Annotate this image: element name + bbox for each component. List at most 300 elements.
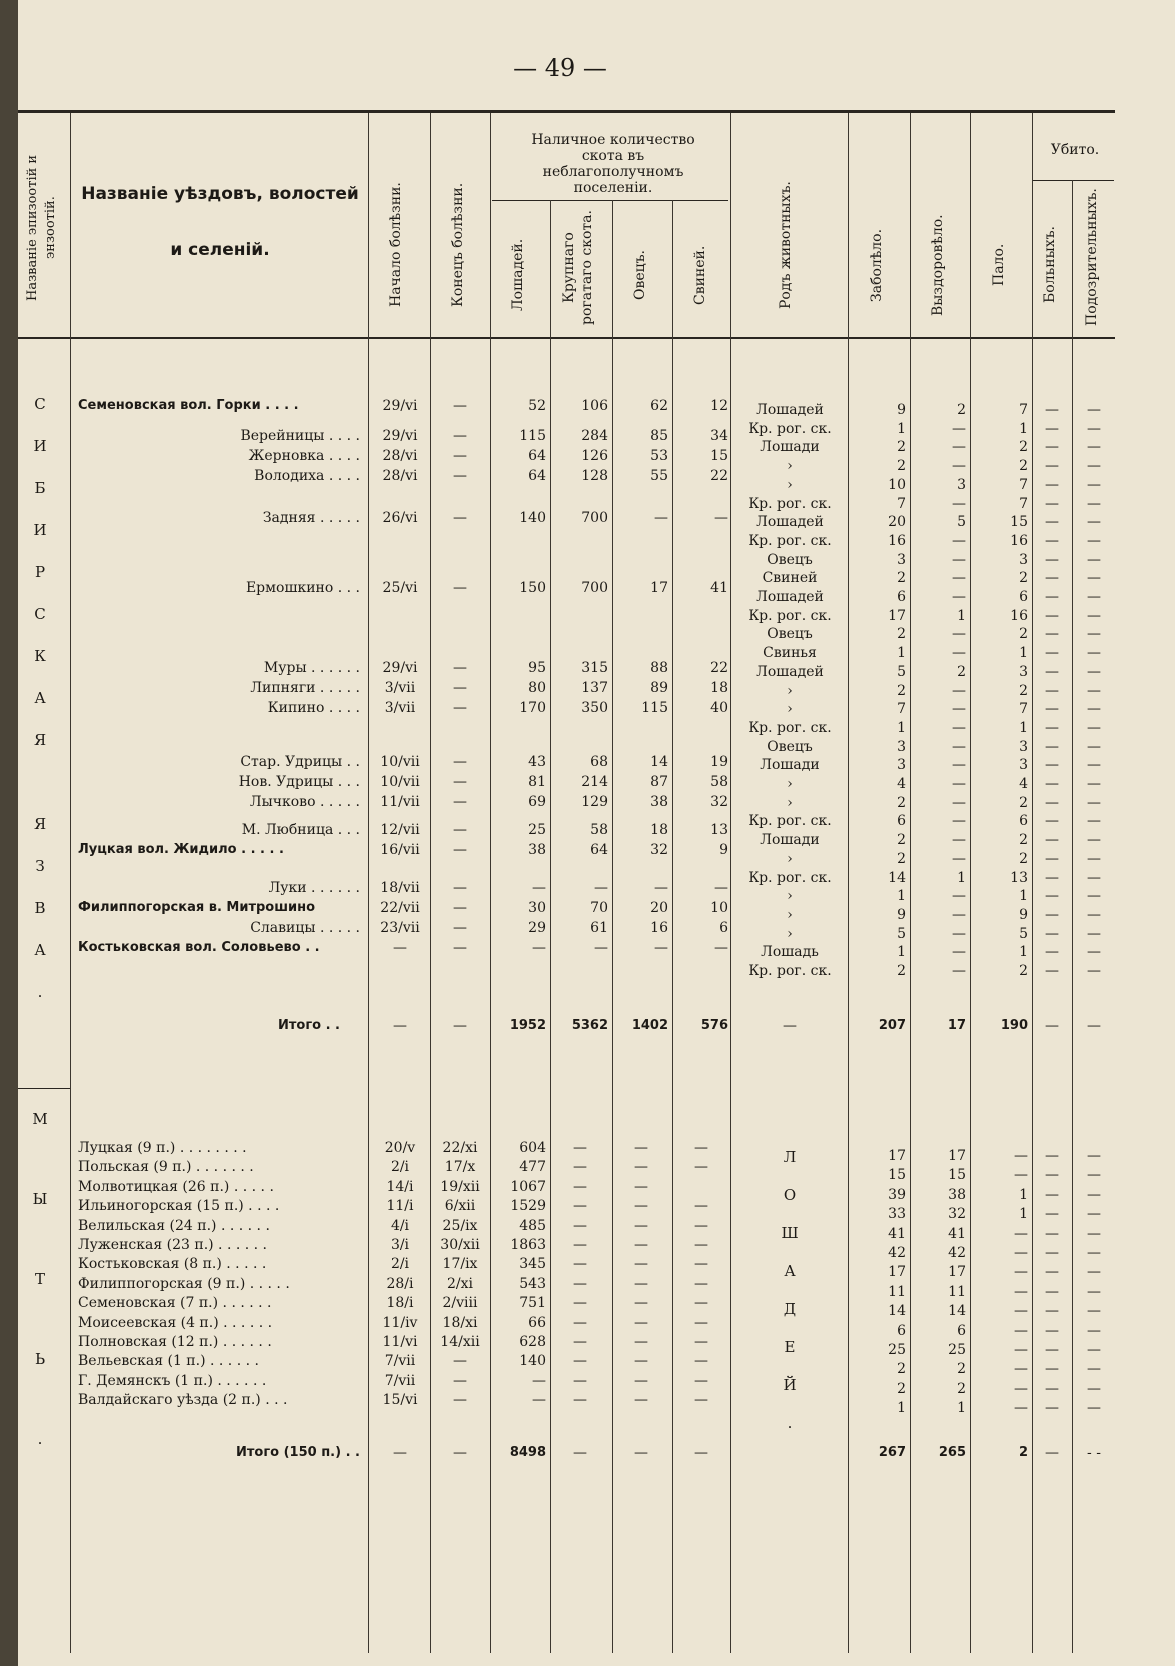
total-start: — [393,1018,407,1034]
row-horses: 543 [519,1275,546,1292]
section-divider-rule [18,1088,70,1089]
section-label-anthrax: И [33,437,47,455]
kind-killed-sick: — [1045,458,1059,475]
header-horses: Лошадей. [510,238,526,312]
row-pigs: — [694,1295,708,1312]
total-died: 2 [1018,1445,1028,1460]
kind-sick: 4 [897,776,906,792]
kind-recovered: — [952,757,966,774]
row-cattle: 700 [581,510,608,526]
row-sick: 17 [888,1148,906,1164]
row-name: Луженская (23 п.) . . . . . . [78,1237,268,1253]
section2-kind-label: Й [783,1376,797,1394]
row-name: Луцкая вол. Жидило . . . . . [78,842,284,857]
kind-sick: 2 [897,458,906,475]
header-recovered: Выздоровѣло. [930,214,946,316]
kind-died: 5 [1019,925,1028,942]
kind-killed-suspect: — [1087,682,1101,699]
row-pigs: — [714,510,728,526]
kind-label: › [787,888,793,905]
kind-died: 3 [1019,663,1028,680]
row-sick: 39 [888,1186,906,1203]
row-sheep: — [654,940,668,956]
kind-sick: 3 [897,738,906,755]
row-sheep: 55 [650,468,668,484]
section-label-anthrax: З [35,857,45,875]
row-pigs: — [694,1237,708,1253]
kind-killed-sick: — [1045,813,1059,830]
row-name: Костьковская (8 п.) . . . . . [78,1256,267,1273]
kind-label: › [787,458,793,475]
kind-killed-suspect: — [1087,719,1101,736]
col-line [1032,113,1033,1653]
row-end: — [453,448,467,464]
row-start: 11/vi [382,1334,418,1350]
kind-sick: 6 [897,813,906,830]
kind-died: 16 [1010,607,1028,624]
kind-recovered: 3 [957,476,966,493]
row-end: — [453,700,467,716]
row-end: 25/ix [442,1217,478,1234]
kind-sick: 7 [897,701,906,718]
row-start: 29/vi [382,398,418,414]
row-died: — [1014,1225,1028,1242]
row-sheep: 85 [650,428,668,444]
row-cattle: 137 [581,680,608,696]
row-name: Молвотицкая (26 п.) . . . . . [78,1178,274,1195]
section-label-anthrax: Я [33,731,47,749]
kind-died: 4 [1019,776,1028,792]
row-end: 22/xi [442,1140,478,1156]
kind-sick: 2 [897,439,906,456]
header-killed-sick: Больныхъ. [1042,226,1058,304]
kind-recovered: — [952,813,966,830]
row-start: 3/i [390,1237,410,1253]
section-label-strangles: . [37,1430,43,1448]
header-killed-suspect: Подозрительныхъ. [1084,188,1100,327]
kind-killed-suspect: — [1087,570,1101,587]
kind-killed-suspect: — [1087,850,1101,867]
kind-died: 6 [1019,813,1028,830]
kind-label: Кр. рог. ск. [748,607,832,624]
kind-killed-suspect: — [1087,944,1101,961]
header-sick: Заболѣло. [869,228,885,302]
row-name: Валдайскаго уѣзда (2 п.) . . . [78,1392,288,1409]
row-killed-sick: — [1045,1400,1059,1417]
row-cattle: 700 [581,580,608,596]
row-sheep: — [634,1140,648,1156]
row-cattle: — [573,1217,587,1234]
row-horses: 628 [519,1334,546,1350]
row-name: Стар. Удрицы . . [240,754,360,770]
row-pigs: — [714,940,728,956]
row-pigs: 10 [710,900,728,916]
row-start: 18/vii [380,880,420,896]
total-sick: 207 [878,1018,906,1033]
row-recovered: 17 [948,1148,966,1164]
kind-killed-sick: — [1045,570,1059,587]
section2-kind-label: Л [783,1148,797,1166]
row-start: 28/vi [382,468,418,484]
row-name: Володиха . . . . [254,468,360,484]
row-end: — [453,660,467,676]
kind-sick: 1 [897,420,906,437]
kind-killed-suspect: — [1087,963,1101,979]
row-name: Моисеевская (4 п.) . . . . . . [78,1314,273,1331]
row-horses: 1067 [510,1178,546,1195]
kind-killed-suspect: — [1087,813,1101,830]
kind-killed-suspect: — [1087,738,1101,755]
row-end: — [453,880,467,896]
row-cattle: — [573,1295,587,1312]
kind-sick: 3 [897,757,906,774]
row-horses: 140 [519,510,546,526]
row-cattle: 315 [581,660,608,676]
kind-sick: 9 [897,906,906,923]
row-start: 20/v [384,1140,416,1156]
row-start: 28/vi [382,448,418,464]
row-sheep: — [634,1178,648,1195]
row-died: — [1014,1167,1028,1184]
row-cattle: 64 [590,842,608,858]
kind-killed-sick: — [1045,589,1059,605]
row-end: — [453,1372,467,1389]
row-recovered: 14 [948,1303,966,1320]
row-end: 14/xii [440,1334,480,1350]
kind-died: 6 [1019,589,1028,605]
kind-killed-suspect: — [1087,458,1101,475]
col-line [730,113,731,1653]
kind-recovered: — [952,701,966,718]
row-name: Липняги . . . . . [250,680,360,696]
kind-label: Кр. рог. ск. [748,532,832,549]
row-end: 17/ix [442,1256,478,1273]
row-sheep: — [634,1237,648,1253]
row-sheep: — [634,1353,648,1370]
row-sheep: 89 [650,680,668,696]
kind-recovered: — [952,495,966,512]
section-label-anthrax: К [34,647,46,665]
header-killed-group: Убито. [1050,142,1100,158]
kind-label: Лошади [760,832,820,849]
total-horses: 8498 [509,1445,546,1460]
kind-recovered: — [952,645,966,662]
row-killed-sick: — [1045,1206,1059,1223]
kind-sick: 2 [897,850,906,867]
row-killed-suspect: — [1087,1322,1101,1339]
kind-recovered: 1 [957,607,966,624]
kind-sick: 5 [897,663,906,680]
total-horses: 1952 [509,1018,546,1033]
kind-killed-sick: — [1045,850,1059,867]
row-start: 4/i [390,1217,410,1234]
header-pigs: Свиней. [692,245,708,305]
kind-killed-sick: — [1045,551,1059,568]
row-died: — [1014,1245,1028,1261]
kind-killed-sick: — [1045,888,1059,905]
row-killed-sick: — [1045,1342,1059,1358]
row-died: — [1014,1361,1028,1378]
kind-recovered: — [952,551,966,568]
row-name: Велильская (24 п.) . . . . . . [78,1217,270,1234]
row-horses: 69 [528,794,546,810]
section2-kind-label: Ш [781,1224,799,1242]
kind-recovered: — [952,682,966,699]
section-label-anthrax: А [34,941,46,959]
total-cattle: 5362 [571,1018,608,1033]
row-recovered: 25 [948,1342,966,1358]
row-name: Филиппогорская в. Митрошино [78,900,316,915]
total-cattle: — [573,1445,587,1461]
kind-recovered: — [952,888,966,905]
kind-killed-sick: — [1045,757,1059,774]
kind-killed-sick: — [1045,532,1059,549]
row-pigs: — [694,1314,708,1331]
row-horses: 115 [519,428,546,444]
row-cattle: — [573,1392,587,1409]
row-pigs: — [694,1198,708,1215]
kind-died: 16 [1010,532,1028,549]
kind-died: 3 [1019,551,1028,568]
row-name: Вельевская (1 п.) . . . . . . [78,1353,259,1370]
kind-died: 1 [1019,719,1028,736]
row-end: — [453,822,467,838]
kind-sick: 1 [897,944,906,961]
row-killed-sick: — [1045,1303,1059,1320]
kind-sick: 2 [897,963,906,979]
row-cattle: — [573,1314,587,1331]
row-cattle: — [573,1237,587,1253]
header-episode: Названіе эпизоотій и энзоотій. [25,154,58,301]
row-killed-suspect: — [1087,1303,1101,1320]
row-start: 29/vi [382,428,418,444]
row-name: Луки . . . . . . [268,880,360,896]
row-pigs: — [694,1334,708,1350]
row-name: Семеновская (7 п.) . . . . . . [78,1295,272,1312]
kind-died: 2 [1019,832,1028,849]
row-cattle: 68 [590,754,608,770]
row-start: 3/vii [384,700,416,716]
total-died: 190 [1000,1018,1028,1033]
kind-label: › [787,776,793,792]
row-pigs: — [694,1392,708,1409]
kind-sick: 6 [897,589,906,605]
row-horses: 95 [528,660,546,676]
row-end: — [453,580,467,596]
row-end: — [453,774,467,790]
kind-recovered: — [952,532,966,549]
section-label-strangles: Ы [32,1190,48,1208]
row-sheep: — [634,1198,648,1215]
kind-killed-suspect: — [1087,551,1101,568]
kind-sick: 10 [888,476,906,493]
row-cattle: — [594,940,608,956]
kind-killed-suspect: — [1087,514,1101,531]
row-pigs: 6 [719,920,728,936]
row-recovered: 6 [957,1322,966,1339]
kind-label: › [787,850,793,867]
kind-recovered: — [952,458,966,475]
kind-killed-suspect: — [1087,439,1101,456]
kind-recovered: — [952,589,966,605]
row-start: 3/vii [384,680,416,696]
row-cattle: — [573,1198,587,1215]
kind-killed-suspect: — [1087,607,1101,624]
row-name: Ермошкино . . . [245,580,360,596]
row-cattle: 214 [581,774,608,790]
row-start: 10/vii [380,754,420,770]
row-sheep: — [634,1295,648,1312]
row-start: 7/vii [384,1353,416,1370]
row-sick: 1 [897,1400,906,1417]
kind-killed-sick: — [1045,738,1059,755]
section2-kind-label: А [784,1262,796,1280]
row-end: 17/x [444,1159,476,1176]
row-cattle: — [573,1159,587,1176]
kind-recovered: — [952,963,966,979]
kind-recovered: 5 [957,514,966,531]
kind-died: 7 [1019,402,1028,418]
row-start: 7/vii [384,1372,416,1389]
col-line [430,113,431,1653]
row-horses: 52 [528,398,546,414]
kind-killed-sick: — [1045,645,1059,662]
row-name: Филиппогорская (9 п.) . . . . . [78,1275,290,1292]
kind-recovered: — [952,626,966,643]
row-sheep: 17 [650,580,668,596]
kind-label: › [787,925,793,942]
kind-label: Овецъ [767,626,813,643]
row-pigs: 41 [710,580,728,596]
header-kind: Родъ животныхъ. [778,181,794,309]
row-end: 18/xi [442,1314,478,1331]
row-name: Жерновка . . . . [248,448,360,464]
kind-killed-sick: — [1045,963,1059,979]
row-killed-suspect: — [1087,1400,1101,1417]
kind-label: Овецъ [767,551,813,568]
kind-killed-sick: — [1045,420,1059,437]
kind-killed-suspect: — [1087,776,1101,792]
row-cattle: 61 [590,920,608,936]
kind-died: 2 [1019,963,1028,979]
kind-killed-sick: — [1045,869,1059,886]
row-killed-suspect: — [1087,1264,1101,1281]
row-sick: 33 [888,1206,906,1223]
row-killed-suspect: — [1087,1186,1101,1203]
row-recovered: 17 [948,1264,966,1281]
row-sheep: 62 [650,398,668,414]
total-sheep: 1402 [631,1018,668,1033]
killed-group-rule [1032,180,1114,181]
kind-died: 9 [1019,906,1028,923]
row-horses: 80 [528,680,546,696]
col-line [368,113,369,1653]
kind-killed-suspect: — [1087,402,1101,418]
row-killed-suspect: — [1087,1342,1101,1358]
row-died: — [1014,1264,1028,1281]
kind-label: Лошадей [756,514,824,531]
row-killed-suspect: — [1087,1380,1101,1397]
header-cattle: Крупнаго рогатаго скота. [561,210,595,325]
section-label-anthrax: А [34,689,46,707]
kind-died: 13 [1010,869,1028,886]
row-name: Польская (9 п.) . . . . . . . [78,1159,254,1176]
row-pigs: 18 [710,680,728,696]
row-sheep: — [634,1159,648,1176]
row-cattle: 128 [581,468,608,484]
row-name: Муры . . . . . . [263,660,360,676]
header-bottom-rule [18,337,1115,339]
row-sheep: — [634,1334,648,1350]
row-horses: 485 [519,1217,546,1234]
kind-label: Лошадей [756,589,824,605]
row-cattle: — [573,1334,587,1350]
row-sick: 14 [888,1303,906,1320]
row-name: Кипино . . . . [267,700,360,716]
row-cattle: — [573,1372,587,1389]
row-name: Ильиногорская (15 п.) . . . . [78,1198,280,1215]
row-pigs: — [694,1256,708,1273]
row-killed-sick: — [1045,1380,1059,1397]
row-killed-sick: — [1045,1283,1059,1300]
row-cattle: 58 [590,822,608,838]
row-horses: 30 [528,900,546,916]
row-start: 12/vii [380,822,420,838]
total-end: — [453,1445,467,1461]
row-sick: 15 [888,1167,906,1184]
row-end: 19/xii [440,1178,480,1195]
row-pigs: — [694,1353,708,1370]
kind-sick: 20 [888,514,906,531]
total-pigs: — [694,1445,708,1461]
kind-killed-suspect: — [1087,589,1101,605]
col-line [672,200,673,1653]
row-killed-sick: — [1045,1361,1059,1378]
total-start: — [393,1445,407,1461]
kind-recovered: — [952,738,966,755]
kind-died: 1 [1019,888,1028,905]
row-recovered: 38 [948,1186,966,1203]
row-start: 2/i [390,1159,410,1176]
row-horses: 66 [528,1314,546,1331]
row-horses: 345 [519,1256,546,1273]
row-sick: 42 [888,1245,906,1261]
row-horses: 477 [519,1159,546,1176]
kind-recovered: 2 [957,402,966,418]
kind-sick: 9 [897,402,906,418]
row-cattle: — [573,1353,587,1370]
kind-sick: 1 [897,888,906,905]
row-pigs: — [694,1372,708,1389]
kind-recovered: 1 [957,869,966,886]
kind-killed-sick: — [1045,776,1059,792]
row-pigs: — [694,1159,708,1176]
row-recovered: 11 [948,1283,966,1300]
row-died: — [1014,1148,1028,1164]
row-cattle: 284 [581,428,608,444]
kind-label: Свиней [762,570,818,587]
section2-kind-label: . [787,1414,793,1432]
row-start: 14/i [386,1178,414,1195]
row-horses: 81 [528,774,546,790]
kind-died: 2 [1019,626,1028,643]
total-killed-sick: — [1045,1445,1059,1461]
kind-killed-sick: — [1045,794,1059,811]
kind-killed-sick: — [1045,514,1059,531]
kind-recovered: — [952,832,966,849]
col-line [612,200,613,1653]
kind-killed-sick: — [1045,832,1059,849]
